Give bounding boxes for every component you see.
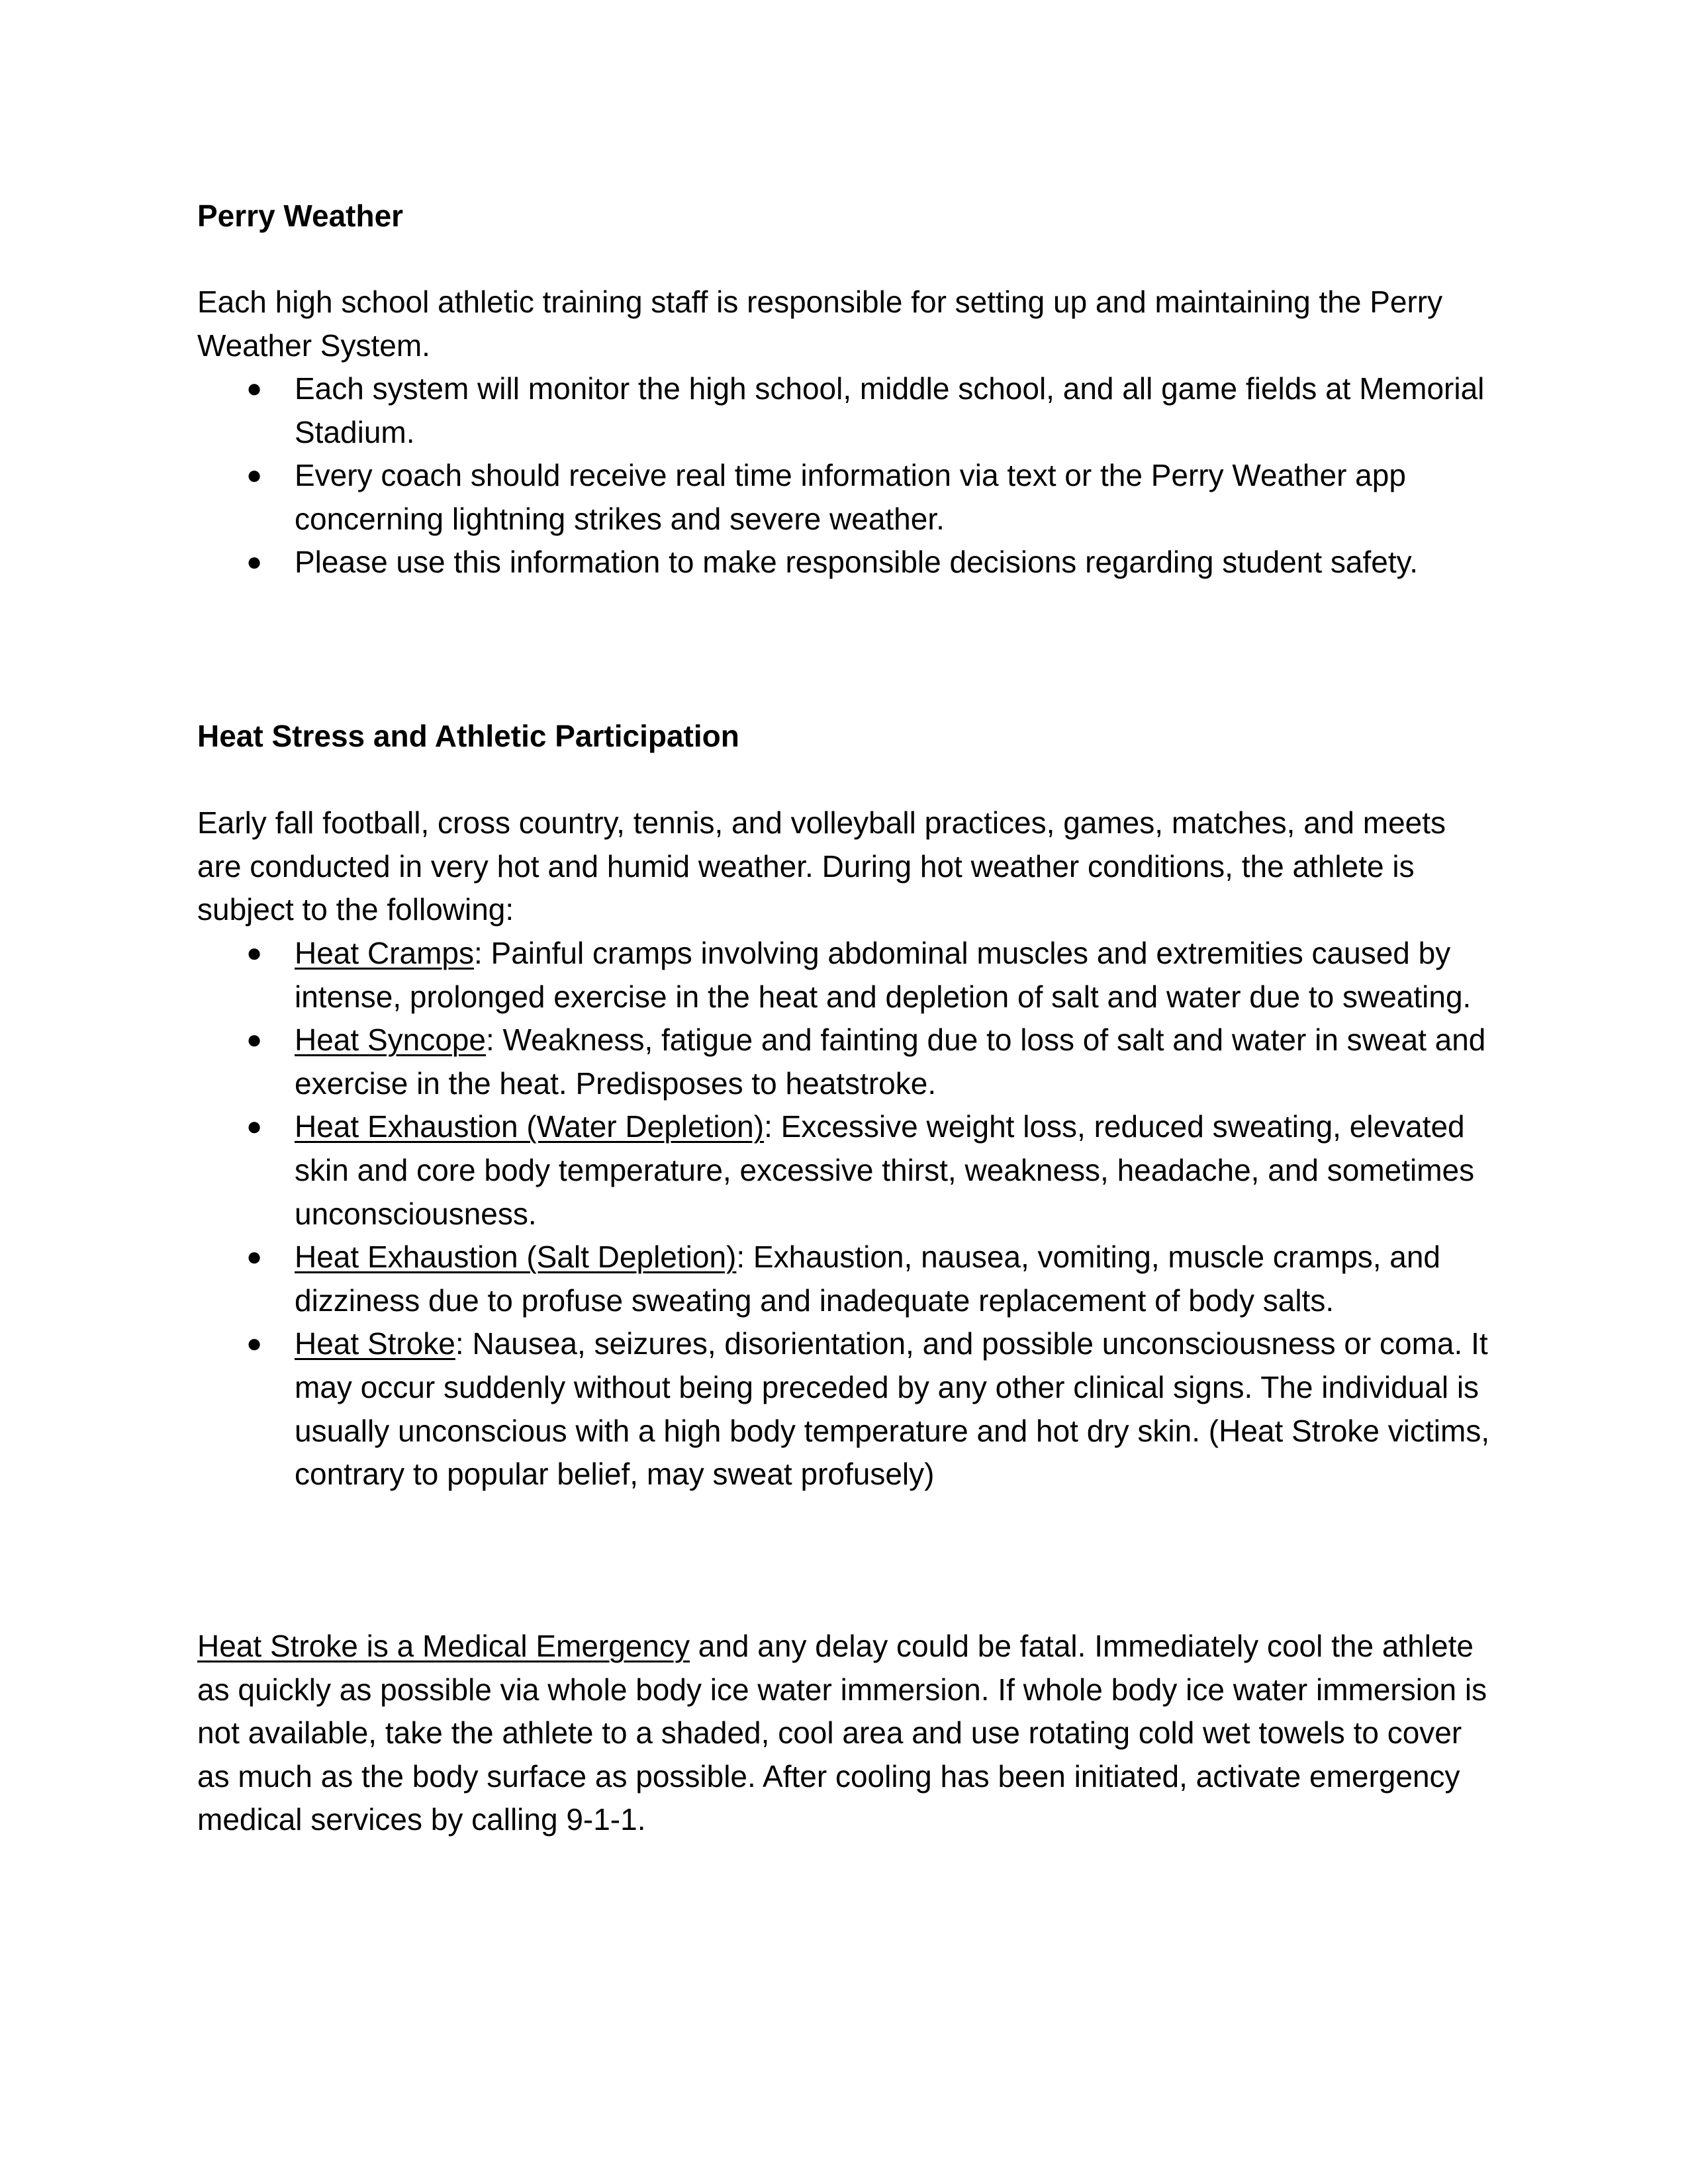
emergency-lead: Heat Stroke is a Medical Emergency	[197, 1629, 690, 1663]
condition-term: Heat Syncope	[295, 1023, 486, 1058]
heat-stress-intro: Early fall football, cross country, tennis, and volleyball practices, games, matches, and meets are conducted in very hot and humid weather. During hot weather conditions, the athlete is subject to the following:	[197, 805, 1446, 927]
bullet-icon: ●	[246, 1025, 263, 1055]
heading-heat-stress: Heat Stress and Athletic Participation	[197, 719, 739, 753]
heading-perry-weather: Perry Weather	[197, 199, 404, 233]
emergency-paragraph: Heat Stroke is a Medical Emergency and any delay could be fatal. Immediately cool the athlete as quickly as possible via whole body ice water immersion. If whole body ice water immersion is not available, take the athlete to a shaded, cool area and use rotating cold wet towels to cover as much as the body surface as possible. After cooling has been initiated, activate emergency medical services by calling 9-1-1.	[197, 1629, 1487, 1837]
list-item: ● Each system will monitor the high school, middle school, and all game fields at Memorial Stadium.	[197, 367, 1495, 454]
list-item: ● Heat Stroke: Nausea, seizures, disorientation, and possible unconsciousness or coma. It may occur suddenly without being preceded by any other clinical signs. The individual is usually unconscious with a high body temperature and hot dry skin. (Heat Stroke victims, contrary to popular belief, may sweat profusely)	[197, 1322, 1495, 1496]
list-item: ● Heat Exhaustion (Water Depletion): Excessive weight loss, reduced sweating, elevated skin and core body temperature, excessive thirst, weakness, headache, and sometimes unconsciousness.	[197, 1105, 1495, 1236]
condition-term: Heat Cramps	[295, 936, 474, 970]
bullet-icon: ●	[246, 938, 263, 968]
bullet-icon: ●	[246, 1112, 263, 1142]
list-item: ● Heat Cramps: Painful cramps involving abdominal muscles and extremities caused by intense, prolonged exercise in the heat and depletion of salt and water due to sweating.	[197, 932, 1495, 1019]
perry-weather-list	[197, 367, 1495, 584]
bullet-icon: ●	[246, 1242, 263, 1272]
bullet-icon: ●	[246, 374, 263, 403]
list-item: ● Heat Syncope: Weakness, fatigue and fainting due to loss of salt and water in sweat and exercise in the heat. Predisposes to heatstroke.	[197, 1019, 1495, 1105]
bullet-icon: ●	[246, 461, 263, 490]
bullet-icon: ●	[246, 1329, 263, 1359]
perry-weather-intro: Each high school athletic training staff is responsible for setting up and maintaining the Perry Weather System.	[197, 285, 1443, 363]
condition-term: Heat Exhaustion (Salt Depletion)	[295, 1240, 737, 1275]
list-item: ● Heat Exhaustion (Salt Depletion): Exhaustion, nausea, vomiting, muscle cramps, and dizziness due to profuse sweating and inadequate replacement of body salts.	[197, 1236, 1495, 1322]
bullet-icon: ●	[246, 547, 263, 577]
list-item: ● Please use this information to make responsible decisions regarding student safety.	[197, 541, 1495, 584]
condition-term: Heat Stroke	[295, 1326, 455, 1361]
condition-term: Heat Exhaustion (Water Depletion)	[295, 1109, 765, 1144]
heat-conditions-list	[197, 932, 1495, 1496]
list-item: ● Every coach should receive real time information via text or the Perry Weather app concerning lightning strikes and severe weather.	[197, 454, 1495, 541]
